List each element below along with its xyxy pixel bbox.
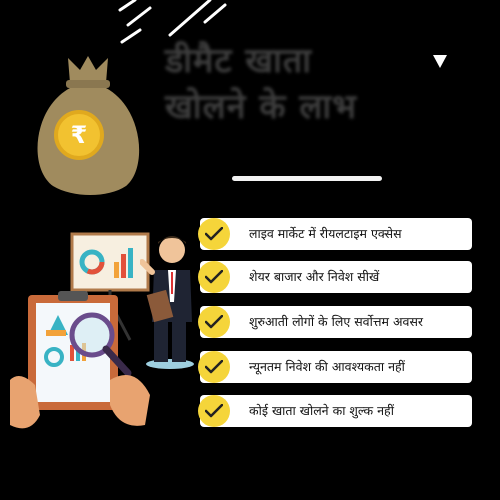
benefit-text: न्यूनतम निवेश की आवश्यकता नहीं [249, 359, 405, 374]
benefit-text: शुरुआती लोगों के लिए सर्वोत्तम अवसर [249, 314, 424, 329]
benefit-item [200, 351, 472, 383]
checkmark-icon [198, 218, 230, 250]
checkmark-icon [198, 306, 230, 338]
checkmark-icon [198, 395, 230, 427]
benefit-item [200, 261, 472, 293]
benefit-text: शेयर बाजार और निवेश सीखें [249, 269, 380, 284]
clipboard-magnifier-illustration [10, 285, 170, 435]
headline-line-2: खोलने के लाभ [165, 87, 358, 127]
benefit-item [200, 306, 472, 338]
benefit-item [200, 395, 472, 427]
benefit-text: लाइव मार्केट में रीयलटाइम एक्सेस [249, 226, 402, 241]
rupee-coin-icon [54, 110, 104, 160]
rupee-symbol: ₹ [70, 121, 88, 149]
checkmark-icon [198, 261, 230, 293]
benefit-item [200, 218, 472, 250]
checkmark-icon [198, 351, 230, 383]
page-headline [165, 38, 435, 130]
headline-underline [232, 176, 382, 181]
headline-line-1: डीमैट खाता [165, 41, 313, 81]
benefit-text: कोई खाता खोलने का शुल्क नहीं [249, 403, 394, 418]
